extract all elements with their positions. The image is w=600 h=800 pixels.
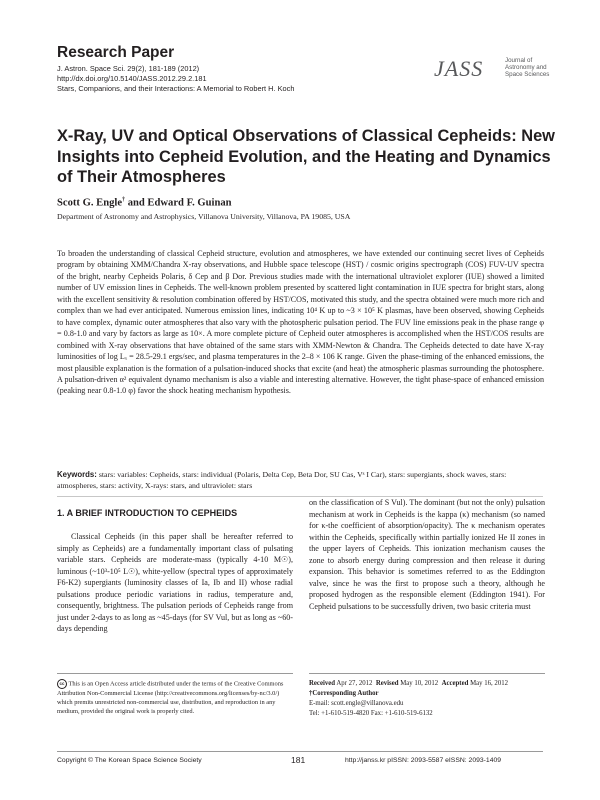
divider (309, 673, 545, 674)
received-info: Received Apr 27, 2012 Revised May 10, 2012 Accepted May 16, 2012 †Corresponding Author E-mail: scott.engle@villanova.edu Tel: +1-610-519-4820 Fax: +1-610-519-6132 (309, 679, 549, 719)
footer-copyright: Copyright © The Korean Space Science Society (57, 757, 202, 764)
citation: J. Astron. Space Sci. 29(2), 181-189 (2012) (57, 64, 200, 73)
section-heading: 1. A BRIEF INTRODUCTION TO CEPHEIDS (57, 508, 238, 518)
phone: Tel: +1-610-519-4820 Fax: +1-610-519-6132 (309, 709, 433, 717)
cc-icon: cc (57, 679, 67, 689)
doi-link[interactable]: http://dx.doi.org/10.5140/JASS.2012.29.2.181 (57, 74, 207, 83)
journal-logo (434, 56, 554, 92)
article-title: X-Ray, UV and Optical Observations of Classical Cepheids: New Insights into Cepheid Evolution, and the Heating and Dynamics of Their Atmospheres (57, 127, 555, 186)
journal-logo-mark: JASS (434, 56, 484, 81)
license-note: cc This is an Open Access article distributed under the terms of the Creative Commons Attribution Non-Commercial License (http://creativecommons.org/licenses/by-nc/3.0/) which premits unrestricted non-commercial use, distribution, and reproduction in any medium, provided the original work is properly cited. (57, 680, 284, 716)
journal-logo-subtitle: Journal of Astronomy and Space Sciences (505, 57, 550, 79)
body-column-right: on the classification of S Vul). The dominant (but not the only) pulsation mechanism at work in Cepheids is the kappa (κ) mechanism (so named for κ-the coefficient of absorption/opacity). The κ mechanism operates within the Cepheids, specifically within partially ionized He II zones in the upper layers of Cepheids. This ionization mechanism causes the zone to absorb energy during compression and then release it during expansion. This behavior is sometimes referred to as the Eddington valve, since he was the first to propose such a theory, although he proposed hydrogen as the responsible element (Eddington 1941). For Cepheid pulsations to be successfully driven, two basic criteria must (309, 498, 545, 611)
abstract: To broaden the understanding of classical Cepheid structure, evolution and atmospheres, we have extended our continuing secret lives of Cepheids program by obtaining XMM/Chandra X-ray observations, and Hubble space telescope (HST) / cosmic origins spectrograph (COS) FUV-UV spectra of the bright, nearby Cepheids Polaris, δ Cep and β Dor. Previous studies made with the international ultraviolet explorer (IUE) showed a limited number of UV emission lines in Cepheids. The well-known problem presented by scattered light contamination in IUE spectra for bright stars, along with the excellent sensitivity & resolution combination offered by HST/COS, motivated this study, and the spectra obtained were much more rich and complex than we had ever anticipated. Numerous emission lines, indicating 10⁴ K up to ~3 × 10⁵ K plasmas, have been observed, showing Cepheids to have complex, dynamic outer atmospheres that also vary with the photospheric pulsation period. The FUV line emissions peak in the phase range φ = 0.8-1.0 and vary by factors as large as 10×. A more complete picture of Cepheid outer atmospheres is accomplished when the HST/COS results are combined with X-ray observations that have obtained of the same stars with XMM-Newton & Chandra. The Cepheids detected to date have X-ray luminosities of log Lₓ = 28.5-29.1 ergs/sec, and plasma temperatures in the 2–8 × 106 K range. Given the phase-timing of the enhanced emissions, the most plausible explanation is the formation of a pulsation-induced shocks that excite (and heat) the atmospheric plasmas surrounding the photosphere. A pulsation-driven α² equivalent dynamo mechanism is also a viable and interesting alternative. However, the tight phase-space of enhanced emission (peaking near 0.8-1.0 φ) favor the shock heating mechanism hypothesis. (57, 249, 544, 396)
authors: Scott G. Engle† and Edward F. Guinan (57, 197, 232, 209)
divider (57, 673, 293, 674)
series-title: Stars, Companions, and their Interactions: A Memorial to Robert H. Koch (57, 84, 295, 93)
corresponding-author: †Corresponding Author (309, 689, 379, 697)
footer-issn: http://janss.kr pISSN: 2093-5587 eISSN: 2093-1409 (345, 757, 502, 764)
article-type: Research Paper (57, 44, 175, 61)
divider (57, 751, 543, 752)
affiliation: Department of Astronomy and Astrophysics, Villanova University, Villanova, PA 19085, USA (57, 212, 351, 221)
keywords-label: Keywords: (57, 470, 97, 479)
keywords: Keywords: stars: variables: Cepheids, stars: individual (Polaris, Delta Cep, Beta Dor, SU Cas, Vˢ I Car), stars: supergiants, shock waves, stars: atmospheres, stars: activity, X-rays: stars, and ultraviolet: stars (57, 470, 507, 490)
page-number: 181 (291, 755, 306, 765)
email[interactable]: E-mail: scott.engle@villanova.edu (309, 699, 404, 707)
body-column-left: Classical Cepheids (in this paper shall be hereafter referred to simply as Cepheids) are a fundamentally important class of pulsating variable stars. Cepheids are moderate-mass (typically 4-10 M☉), luminous (~10³-10⁵ L☉), white-yellow (spectral types of approximately F6-K2) supergiants (luminosity classes of Ia, Ib and II) whose radial pulsations produce periodic variations in radius, temperature and, consequently, brightness. The pulsation periods of Cepheids range from just under 2-days to as long as ~45-days (for SV Vul, but as long as ~60-days depending (57, 532, 293, 634)
